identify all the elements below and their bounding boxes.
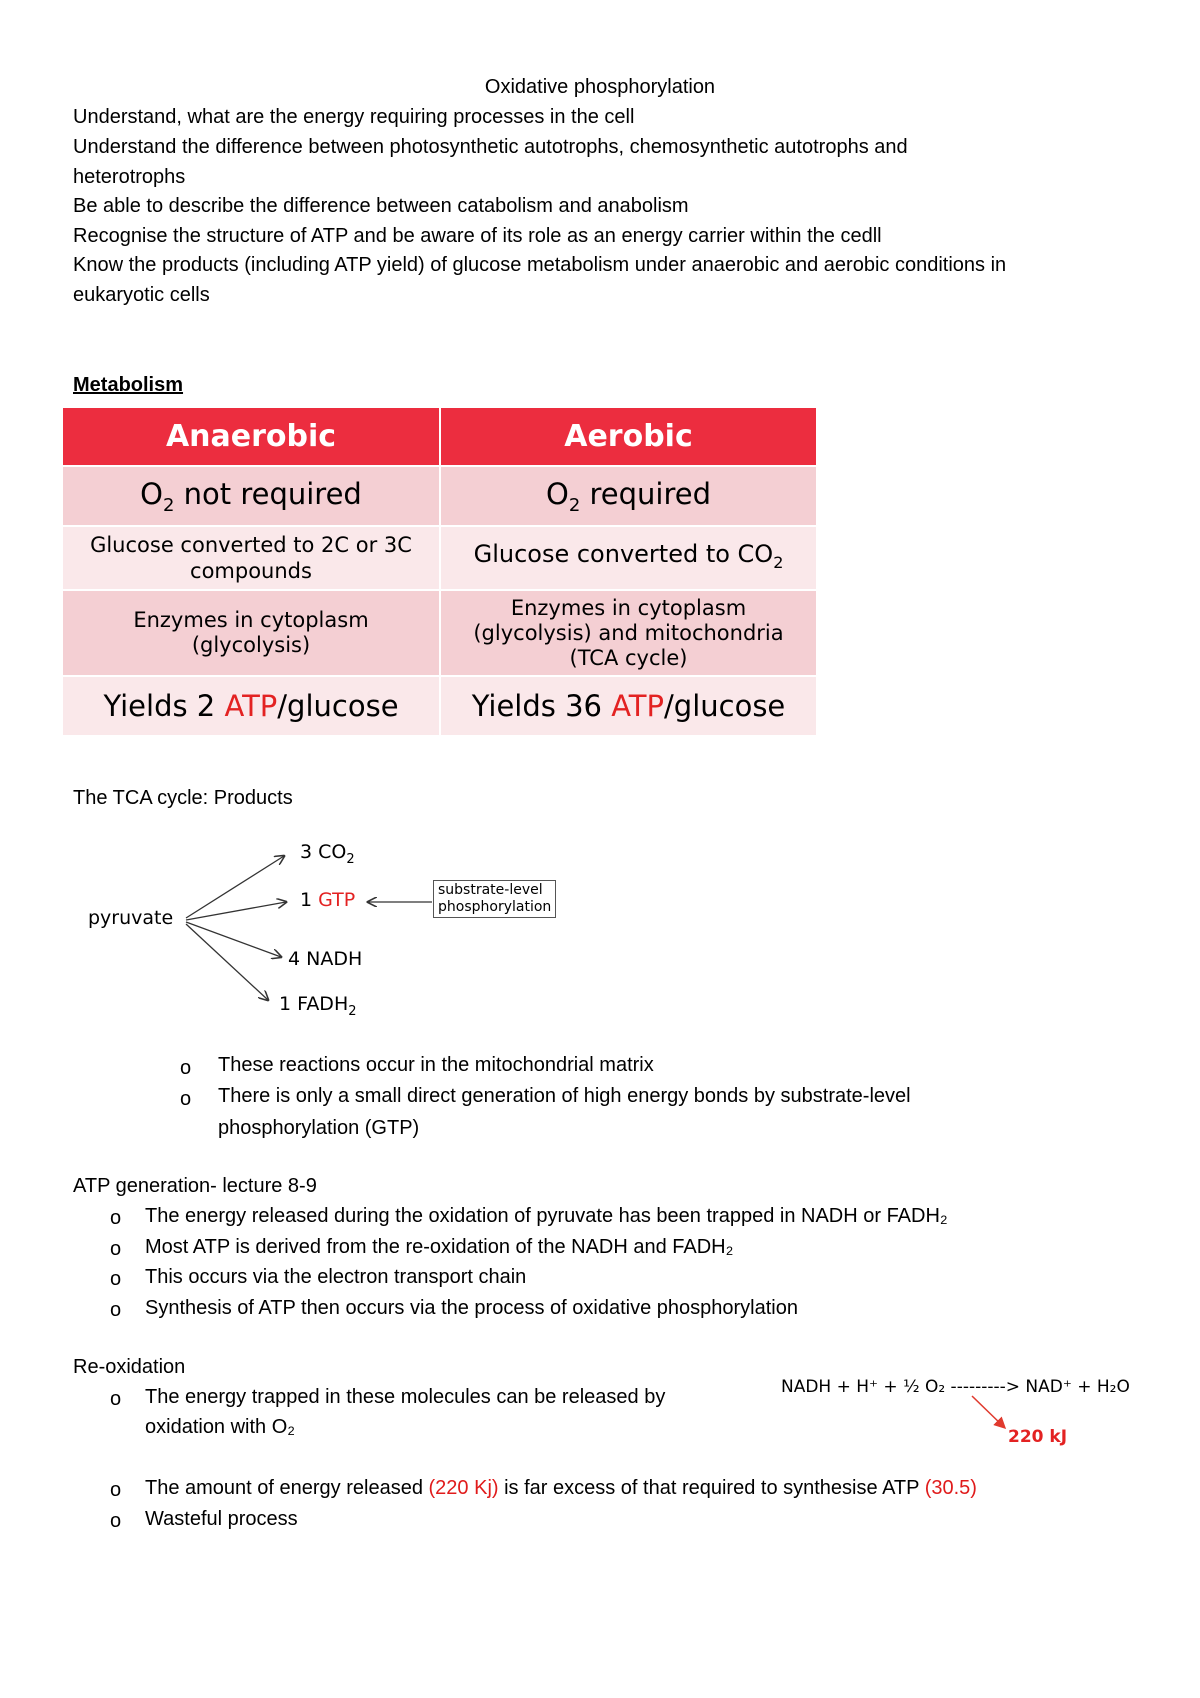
anaerobic-o2-cell: $O_2$ not required [63,466,440,526]
bullet-circle-icon: o [110,1268,122,1290]
aerobic-yield-cell: Yields 36 ATP/glucose [440,676,817,735]
atp-bullet-4: Synthesis of ATP then occurs via the process of oxidative phosphorylation [145,1297,798,1319]
aerobic-glucose-cell: Glucose converted to $CO_2$ [440,526,817,590]
anaerobic-enzymes-cell: Enzymes in cytoplasm (glycolysis) [63,590,440,676]
tca-bullet-2-cont: phosphorylation (GTP) [218,1117,420,1139]
objective-2: Understand the difference between photosynthetic autotrophs, chemosynthetic autotrophs and [73,136,908,158]
header-anaerobic: Anaerobic [63,408,440,466]
bullet-circle-icon: o [110,1510,122,1532]
arrow-to-co2 [186,856,284,918]
atp-bullet-3: This occurs via the electron transport chain [145,1266,527,1288]
tca-heading: The TCA cycle: Products [73,787,293,809]
objective-2-cont: heterotrophs [73,166,186,188]
objective-5: Know the products (including ATP yield) of glucose metabolism under anaerobic and aerobic conditions in [73,254,1007,276]
atp-bullet-1: The energy released during the oxidation of pyruvate has been trapped in NADH or FADH₂ [145,1205,948,1227]
bullet-circle-icon: o [180,1057,192,1079]
energy-label: 220 kJ [1008,1427,1068,1447]
reoxidation-heading: Re-oxidation [73,1356,186,1378]
objective-5-cont: eukaryotic cells [73,284,210,306]
tca-pyruvate: pyruvate [88,907,174,929]
tca-gtp: 1 GTP [300,889,356,911]
anaerobic-glucose-cell: Glucose converted to 2C or 3C compounds [63,526,440,590]
atp-generation-heading: ATP generation- lecture 8-9 [73,1175,317,1197]
reox-bullet-2: The amount of energy released (220 Kj) is far excess of that required to synthesise ATP (30.5) [145,1477,977,1499]
metabolism-heading: Metabolism [73,374,184,396]
bullet-circle-icon: o [110,1299,122,1321]
reoxidation-equation: NADH + H⁺ + ½ O₂ ---------> NAD⁺ + H₂O [781,1377,1130,1397]
atp-bullet-2: Most ATP is derived from the re-oxidation of the NADH and FADH₂ [145,1236,734,1258]
arrow-to-fadh [186,924,268,1000]
tca-bullet-2: There is only a small direct generation of high energy bonds by substrate-level [218,1085,911,1107]
header-aerobic: Aerobic [440,408,817,466]
bullet-circle-icon: o [110,1207,122,1229]
aerobic-o2-cell: $O_2$ required [440,466,817,526]
arrow-to-gtp [186,902,286,920]
tca-co2: 3 $CO_2$ [300,841,355,867]
bullet-circle-icon: o [110,1479,122,1501]
tca-bullet-1: These reactions occur in the mitochondrial matrix [218,1054,654,1076]
tca-nadh: 4 NADH [288,948,363,970]
bullet-circle-icon: o [180,1088,192,1110]
objective-3: Be able to describe the difference between catabolism and anabolism [73,195,689,217]
reox-bullet-3: Wasteful process [145,1508,298,1530]
substrate-level-box: substrate-level phosphorylation [433,880,556,918]
arrow-to-nadh [186,922,281,957]
bullet-circle-icon: o [110,1238,122,1260]
reox-bullet-1-cont: oxidation with O₂ [145,1416,296,1438]
page-title: Oxidative phosphorylation [484,76,716,98]
tca-fadh: 1 $FADH_2$ [279,993,357,1019]
anaerobic-yield-cell: Yields 2 ATP/glucose [63,676,440,735]
metabolism-table [63,408,818,735]
bullet-circle-icon: o [110,1388,122,1410]
reox-bullet-1: The energy trapped in these molecules can be released by [145,1386,666,1408]
objective-1: Understand, what are the energy requiring processes in the cell [73,106,635,128]
objective-4: Recognise the structure of ATP and be aware of its role as an energy carrier within the cedll [73,225,882,247]
aerobic-enzymes-cell: Enzymes in cytoplasm (glycolysis) and mitochondria (TCA cycle) [440,590,817,676]
